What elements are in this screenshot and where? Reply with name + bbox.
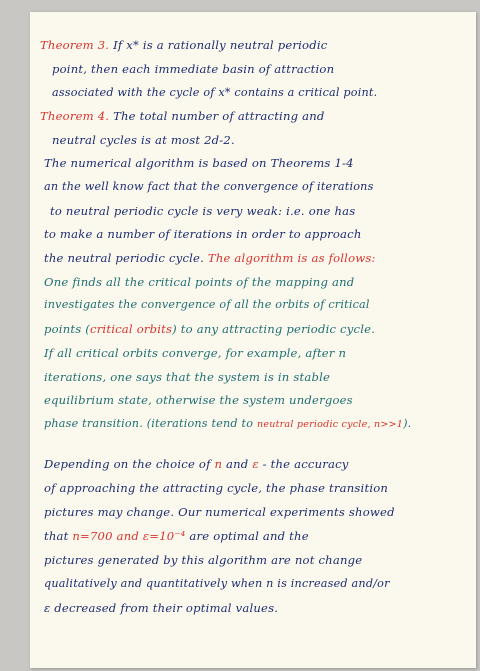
symbol-epsilon: ε xyxy=(252,457,259,471)
line-text: point, then each immediate basin of attraction xyxy=(52,62,335,76)
line-text: of approaching the attracting cycle, the phase transition xyxy=(44,481,389,495)
text-line xyxy=(44,227,362,241)
line-text: Depending on the choice of xyxy=(44,457,215,471)
line-text: pictures generated by this algorithm are not change xyxy=(44,553,363,567)
text-line xyxy=(50,204,355,218)
line-text: an the well know fact that the convergence of iterations xyxy=(44,180,374,193)
critical-orbits-term: critical orbits xyxy=(90,322,173,336)
text-line xyxy=(44,322,375,336)
theorem-3-label: Theorem 3. xyxy=(40,38,110,52)
symbol-n: n xyxy=(214,457,223,471)
line-text: associated with the cycle of x* contains a critical point. xyxy=(52,86,378,99)
line-text: are optimal and the xyxy=(185,529,309,543)
text-line xyxy=(44,577,390,590)
line-text: to make a number of iterations in order to approach xyxy=(44,227,362,241)
line-text: investigates the convergence of all the orbits of critical xyxy=(44,298,370,311)
neutral-cycle-note: neutral periodic cycle, n>>1 xyxy=(256,419,404,430)
theorem-4-label: Theorem 4. xyxy=(40,109,110,123)
line-text: neutral cycles is at most 2d-2. xyxy=(52,133,235,147)
text-line xyxy=(44,457,349,471)
line-text: points ( xyxy=(44,322,90,336)
text-line xyxy=(52,86,377,99)
line-text: to neutral periodic cycle is very weak: i.e. one has xyxy=(50,204,356,218)
text-line xyxy=(44,553,362,567)
line-text: If x* is a rationally neutral periodic xyxy=(109,38,328,52)
line-text: - the accuracy xyxy=(258,457,349,471)
text-line xyxy=(44,156,354,170)
text-line xyxy=(44,481,388,495)
text-line xyxy=(40,38,327,52)
line-text: One finds all the critical points of the mapping and xyxy=(44,275,355,289)
text-line xyxy=(44,529,309,543)
line-text: equilibrium state, otherwise the system undergoes xyxy=(44,393,353,407)
line-text: and xyxy=(222,457,253,471)
line-text: pictures may change. Our numerical experiments showed xyxy=(44,505,395,519)
line-text: The numerical algorithm is based on Theorems 1-4 xyxy=(44,156,354,170)
handwritten-page xyxy=(30,12,476,668)
algorithm-heading: The algorithm is as follows: xyxy=(204,251,376,265)
text-line xyxy=(44,251,376,265)
text-line xyxy=(44,417,411,430)
line-text: ). xyxy=(403,417,412,430)
text-line xyxy=(52,133,235,147)
line-text: If all critical orbits converge, for example, after n xyxy=(44,346,347,360)
text-line xyxy=(52,62,334,76)
text-line xyxy=(44,601,278,615)
text-line xyxy=(44,298,370,311)
line-text: qualitatively and quantitatively when n is increased and/or xyxy=(44,577,390,590)
line-text: ε decreased from their optimal values. xyxy=(44,601,279,615)
line-text: that xyxy=(44,529,73,543)
line-text: the neutral periodic cycle. xyxy=(44,251,204,265)
text-line xyxy=(44,505,395,519)
text-line xyxy=(40,109,325,123)
line-text: ) to any attracting periodic cycle. xyxy=(172,322,376,336)
line-text: The total number of attracting and xyxy=(109,109,325,123)
line-text: phase transition. (iterations tend to xyxy=(44,417,257,430)
text-line xyxy=(44,180,374,193)
optimal-parameters: n=700 and ε=10⁻⁴ xyxy=(72,529,186,543)
text-line xyxy=(44,346,346,360)
line-text: iterations, one says that the system is in stable xyxy=(44,370,331,384)
text-line xyxy=(44,393,353,407)
text-line xyxy=(44,370,330,384)
text-line xyxy=(44,275,354,289)
